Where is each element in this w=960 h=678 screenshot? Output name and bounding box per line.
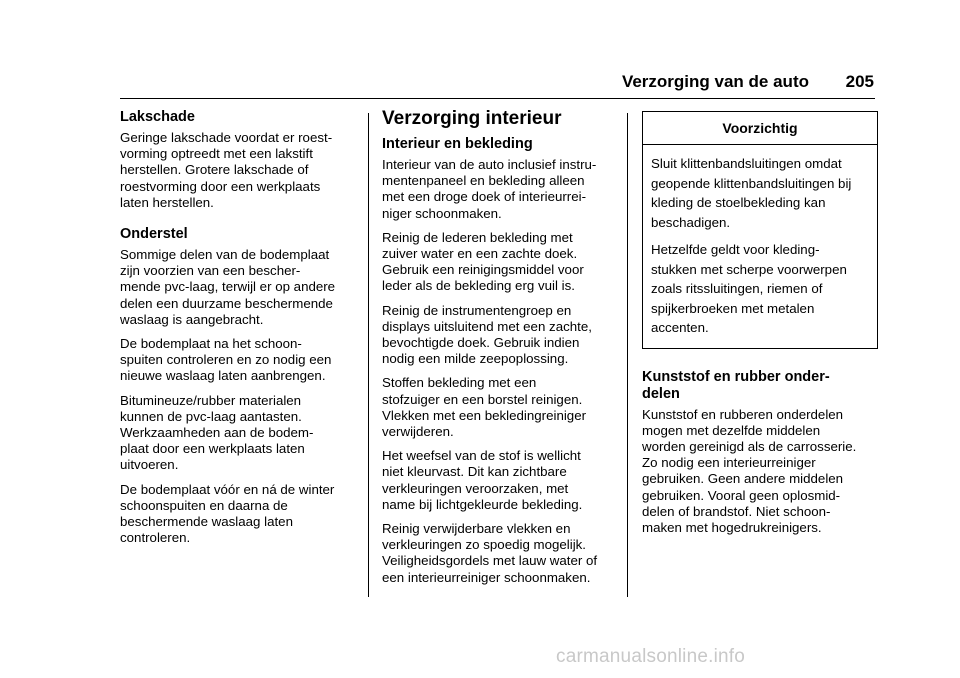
heading-onderstel: Onderstel	[120, 226, 188, 243]
caution-paragraph-1: Sluit klittenbandsluitingen omdat geopende klittenbandsluitingen bij kleding de stoelbekleding kan beschadigen.	[651, 156, 852, 230]
column-divider-right	[627, 113, 628, 597]
heading-kunststof-rubber: Kunststof en rubber onder- delen	[642, 368, 830, 402]
paragraph-interieur-4: Stoffen bekleding met een stofzuiger en een borstel reinigen. Vlekken met een bekledingreiniger verwijderen.	[382, 375, 587, 440]
paragraph-interieur-3: Reinig de instrumentengroep en displays uitsluitend met een zachte, bevochtigde doek. Gebruik indien nodig een milde zeepoplossing.	[382, 302, 592, 367]
paragraph-kunststof: Kunststof en rubberen onderdelen mogen met dezelfde middelen worden gereinigd als de carrosserie. Zo nodig een interieurreiniger gebruiken. Geen andere middelen gebruiken. Vooral geen oplosmid- delen of brandstof. Niet schoon- maken met hogedrukreinigers.	[642, 406, 857, 535]
paragraph-onderstel-1: Sommige delen van de bodemplaat zijn voorzien van een bescher- mende pvc-laag, terwijl er op andere delen een duurzame beschermende waslaag is aangebracht.	[120, 247, 336, 327]
paragraph-interieur-1: Interieur van de auto inclusief instru- mentenpaneel en bekleding alleen met een droge doek of interieurrei- niger schoonmaken.	[382, 157, 597, 221]
heading-lakschade: Lakschade	[120, 109, 195, 125]
watermark: carmanualsonline.info	[556, 646, 746, 667]
paragraph-onderstel-3: Bitumineuze/rubber materialen kunnen de pvc-laag aantasten. Werkzaamheden aan de bodem- plaat door een werkplaats laten uitvoeren.	[120, 392, 314, 473]
caution-paragraph-2: Hetzelfde geldt voor kleding- stukken met scherpe voorwerpen zoals ritssluitingen, riemen of spijkerbroeken met metalen accenten.	[651, 242, 847, 335]
heading-interieur-bekleding: Interieur en bekleding	[382, 136, 533, 152]
paragraph-interieur-6: Reinig verwijderbare vlekken en verkleuringen zo spoedig mogelijk. Veiligheidsgordels met lauw water of een interieurreiniger schoonmaken.	[382, 521, 598, 585]
paragraph-interieur-2: Reinig de lederen bekleding met zuiver water en een zachte doek. Gebruik een reinigingsmiddel voor leder als de bekleding erg vuil is.	[382, 229, 584, 294]
paragraph-interieur-5: Het weefsel van de stof is wellicht niet kleurvast. Dit kan zichtbare verkleuringen veroorzaken, met name bij lichtgekleurde bekleding.	[382, 448, 583, 512]
column-divider-left	[368, 113, 369, 597]
page-number: 205	[845, 72, 874, 91]
column-left	[120, 108, 358, 554]
column-right	[642, 108, 878, 544]
running-title: Verzorging van de auto	[621, 72, 809, 91]
page-header	[120, 58, 875, 99]
paragraph-onderstel-4: De bodemplaat vóór en ná de winter schoonspuiten en daarna de beschermende waslaag laten controleren.	[120, 481, 335, 546]
caution-title: Voorzichtig	[643, 112, 877, 145]
heading-verzorging-interieur: Verzorging interieur	[382, 108, 562, 129]
paragraph-lakschade: Geringe lakschade voordat er roest- vorming optreedt met een lakstift herstellen. Grotere lakschade of roestvorming door een werkplaats laten herstellen.	[120, 130, 333, 210]
column-middle	[382, 108, 618, 594]
paragraph-onderstel-2: De bodemplaat na het schoon- spuiten controleren en zo nodig een nieuwe waslaag laten aanbrengen.	[120, 336, 332, 384]
caution-box	[642, 111, 878, 349]
caution-body	[643, 145, 877, 348]
